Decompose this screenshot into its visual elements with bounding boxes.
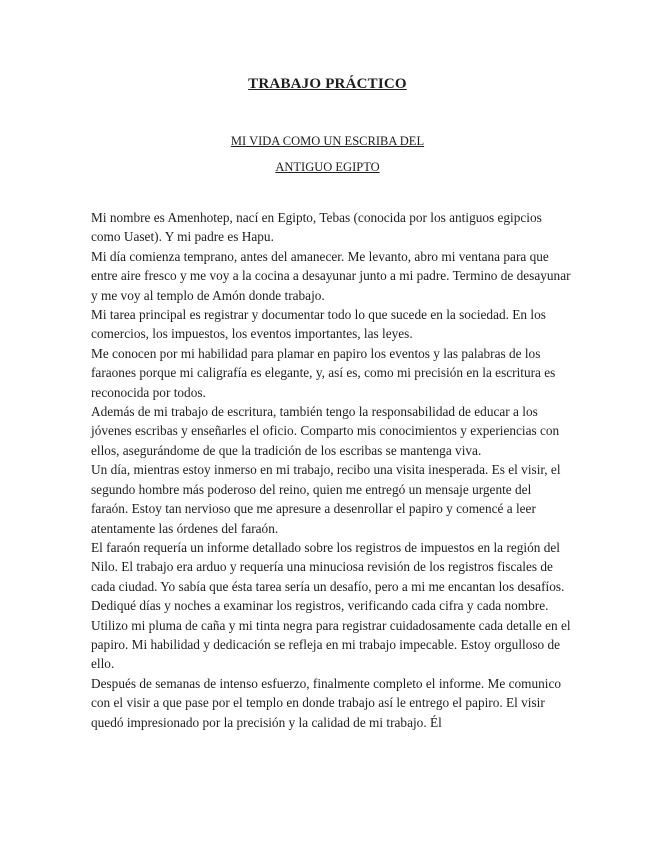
- document-subtitle-line-2: ANTIGUO EGIPTO: [275, 160, 380, 174]
- paragraph-completion: Después de semanas de intenso esfuerzo, finalmente completo el informe. Me comunico con el visir a que pase por el templo en donde trabajo así le entrego el papiro. El visir quedó impresionado por la precisión y la calidad de mi trabajo. Él: [91, 675, 562, 730]
- paragraph-calligraphy: Me conocen por mi habilidad para plamar en papiro los eventos y las palabras de los faraones porque mi caligrafía es elegante, y, así es, como mi precisión en la escritura es reconocida por todos.: [91, 345, 556, 400]
- paragraph-pharaoh-request: El faraón requería un informe detallado sobre los registros de impuestos en la región del Nilo. El trabajo era arduo y requería una minuciosa revisión de los registros fiscales de cada ciudad. Yo sabía que ésta tarea sería un desafío, pero a mi me encantan los desafíos.: [91, 539, 565, 594]
- paragraph-teaching: Además de mi trabajo de escritura, también tengo la responsabilidad de educar a los jóvenes escribas y enseñarles el oficio. Comparto mis conocimientos y experiencias con ellos, asegurándome de que la tradición de los escribas se mantenga viva.: [91, 404, 560, 458]
- paragraph-birth: Mi nombre es Amenhotep, nací en Egipto, Tebas (conocida por los antiguos egipcios como Uaset). Y mi padre es Hapu.: [91, 210, 542, 245]
- paragraph-main-task: Mi tarea principal es registrar y documentar todo lo que sucede en la sociedad. En los comercios, los impuestos, los eventos importantes, las leyes.: [91, 307, 546, 342]
- document-body: [91, 208, 571, 732]
- document-subtitle-line-1: MI VIDA COMO UN ESCRIBA DEL: [230, 134, 425, 148]
- paragraph-morning: Mi día comienza temprano, antes del amanecer. Me levanto, abro mi ventana para que entre aire fresco y me voy a la cocina a desayunar junto a mi padre. Termino de desayunar y me voy al templo de Amón donde trabajo.: [91, 248, 571, 303]
- document-title: TRABAJO PRÁCTICO: [248, 76, 407, 92]
- paragraph-dedication: Dediqué días y noches a examinar los registros, verificando cada cifra y cada nombre. Utilizo mi pluma de caña y mi tinta negra para registrar cuidadosamente cada detalle en el papiro. Mi habilidad y dedicación se refleja en mi trabajo impecable. Estoy orgulloso de ello.: [91, 598, 571, 672]
- paragraph-visit: Un día, mientras estoy inmerso en mi trabajo, recibo una visita inesperada. Es el visir, el segundo hombre más poderoso del reino, quien me entregó un mensaje urgente del faraón. Estoy tan nervioso que me apresure a desenrollar el papiro y comencé a leer atentamente las órdenes del faraón.: [91, 462, 561, 536]
